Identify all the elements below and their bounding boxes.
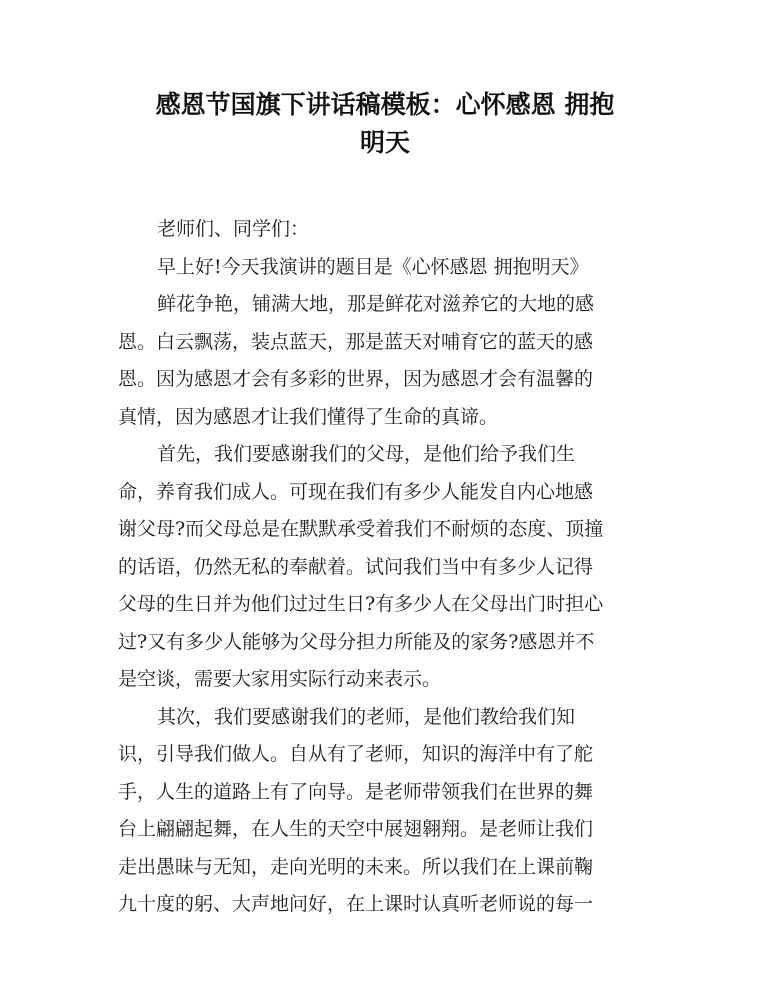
text-line: 真情，因为感恩才让我们懂得了生命的真谛。 xyxy=(118,405,499,428)
title-line: 感恩节国旗下讲话稿模板：心怀感恩 拥抱 xyxy=(155,90,615,119)
text-line: 手，人生的道路上有了向导。是老师带领我们在世界的舞 xyxy=(118,780,594,803)
text-line: 台上翩翩起舞，在人生的天空中展翅翱翔。是老师让我们 xyxy=(118,818,594,840)
text-line: 谢父母?而父母总是在默默承受着我们不耐烦的态度、顶撞 xyxy=(118,518,604,540)
text-line: 早上好!今天我演讲的题目是《心怀感恩 拥抱明天》 xyxy=(157,255,589,278)
paragraph-greeting xyxy=(118,211,653,249)
text-line: 走出愚昧与无知，走向光明的未来。所以我们在上课前鞠 xyxy=(118,855,594,878)
text-line: 是空谈，需要大家用实际行动来表示。 xyxy=(118,668,442,690)
text-line: 恩。因为感恩才会有多彩的世界，因为感恩才会有温馨的 xyxy=(118,368,594,390)
paragraph-teachers xyxy=(118,699,653,924)
document-title xyxy=(110,86,660,162)
text-line: 鲜花争艳，铺满大地，那是鲜花对滋养它的大地的感 xyxy=(157,293,595,315)
text-line: 其次，我们要感谢我们的老师，是他们教给我们知 xyxy=(157,705,576,728)
text-line: 老师们、同学们： xyxy=(157,218,310,240)
text-line: 九十度的躬、大声地问好，在上课时认真听老师说的每一 xyxy=(118,893,594,915)
text-line: 恩。白云飘荡，装点蓝天，那是蓝天对哺育它的蓝天的感 xyxy=(118,330,594,353)
text-line: 首先，我们要感谢我们的父母，是他们给予我们生 xyxy=(157,443,576,465)
title-line: 明天 xyxy=(359,128,410,157)
document-body xyxy=(118,211,653,924)
text-line: 命，养育我们成人。可现在我们有多少人能发自内心地感 xyxy=(118,480,594,503)
text-line: 的话语，仍然无私的奉献着。试问我们当中有多少人记得 xyxy=(118,555,594,578)
paragraph-parents xyxy=(118,436,653,699)
paragraph-intro xyxy=(118,249,653,287)
paragraph-flowers xyxy=(118,286,653,436)
text-line: 过?又有多少人能够为父母分担力所能及的家务?感恩并不 xyxy=(118,630,595,653)
text-line: 识，引导我们做人。自从有了老师，知识的海洋中有了舵 xyxy=(118,743,594,765)
text-line: 父母的生日并为他们过过生日?有多少人在父母出门时担心 xyxy=(118,593,604,615)
